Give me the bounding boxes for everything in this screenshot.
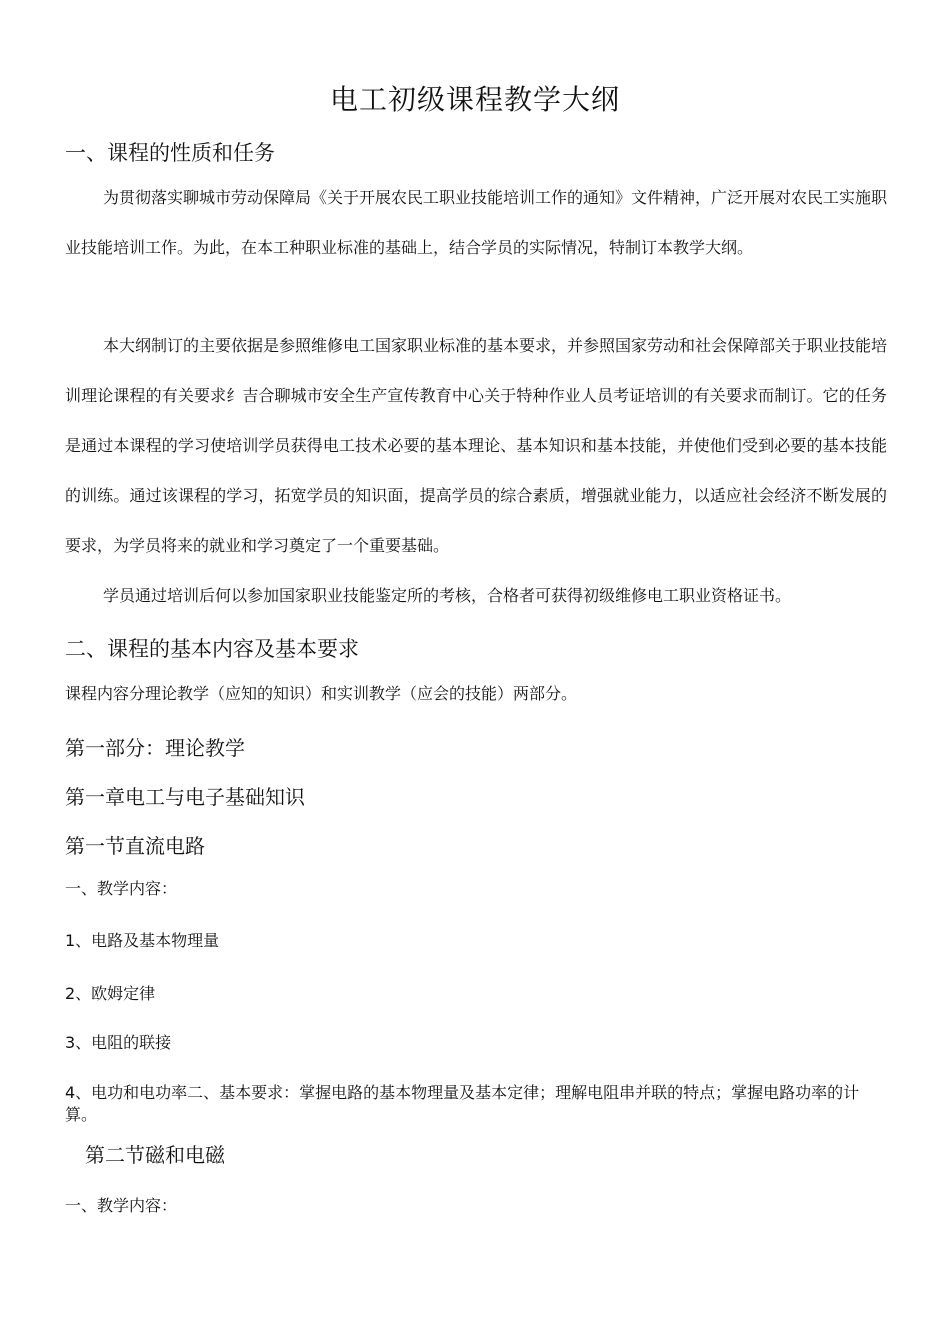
part-heading-theory: 第一部分：理论教学 bbox=[65, 736, 245, 760]
paragraph-course-content: 课程内容分理论教学（应知的知识）和实训教学（应会的技能）两部分。 bbox=[65, 684, 578, 703]
list-item: 1、电路及基本物理量 bbox=[65, 931, 220, 950]
list-item: 2、欧姆定律 bbox=[65, 984, 156, 1003]
section-heading-magnetism: 第二节磁和电磁 bbox=[85, 1143, 225, 1167]
chapter-heading: 第一章电工与电子基础知识 bbox=[65, 785, 305, 809]
section-heading-dc-circuit: 第一节直流电路 bbox=[65, 834, 205, 858]
teaching-content-label: 一、教学内容： bbox=[65, 879, 178, 898]
paragraph-purpose: 为贯彻落实聊城市劳动保障局《关于开展农民工职业技能培训工作的通知》文件精神，广泛开展对农民工实施职业技能培训工作。为此，在本工种职业标准的基础上，结合学员的实际情况，特制订本教学大纲。 bbox=[65, 188, 888, 257]
paragraph-basis: 本大纲制订的主要依据是参照维修电工国家职业标准的基本要求，并参照国家劳动和社会保障部关于职业技能培训理论课程的有关要求纟吉合聊城市安全生产宣传教育中心关于特种作业人员考证培训的有关要求而制订。它的任务是通过本课程的学习使培训学员获得电工技术必要的基本理论、基本知识和基本技能，并使他们受到必要的基本技能的训练。通过该课程的学习，拓宽学员的知识面，提高学员的综合素质，增强就业能力，以适应社会经济不断发展的要求，为学员将来的就业和学习奠定了一个重要基础。 bbox=[65, 336, 888, 555]
paragraph-certification: 学员通过培训后何以参加国家职业技能鉴定所的考核，合格者可获得初级维修电工职业资格证书。 bbox=[103, 586, 792, 605]
section-heading-nature-and-tasks: 一、课程的性质和任务 bbox=[65, 141, 275, 165]
list-item: 3、电阻的联接 bbox=[65, 1033, 172, 1052]
list-item: 4、电功和电功率二、基本要求：掌握电路的基本物理量及基本定律；理解电阻串并联的特点；掌握电路功率的计算。 bbox=[65, 1083, 860, 1124]
document-title: 电工初级课程教学大纲 bbox=[329, 83, 620, 116]
section-heading-content-requirements: 二、课程的基本内容及基本要求 bbox=[65, 637, 359, 661]
teaching-content-label: 一、教学内容： bbox=[65, 1196, 178, 1215]
